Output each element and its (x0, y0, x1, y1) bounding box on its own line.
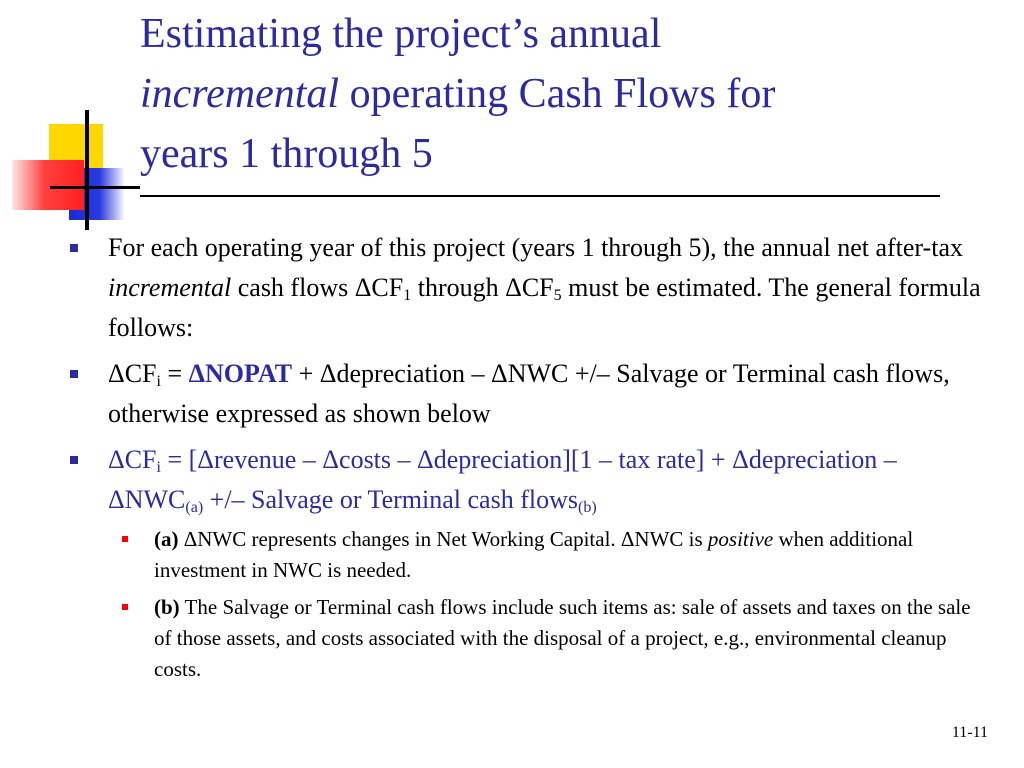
bullet-3-text-2: = [Δrevenue – Δcosts – Δdepreciation][1 – tax rate] + Δdepreciation – ΔNWC (108, 445, 897, 514)
bullet-1-sub-1: 1 (403, 287, 412, 304)
bullet-2-sub: i (156, 373, 161, 390)
bullet-3-text-3: +/– Salvage or Terminal cash flows (203, 485, 578, 514)
bullet-1-italic: incremental (108, 273, 232, 302)
bullet-1-sub-2: 5 (553, 287, 562, 304)
bullet-2-equals: = (160, 359, 189, 388)
bullet-1-text-2: cash flows ΔCF (231, 273, 404, 302)
bullet-1-text-4: must be estimated. The general formula follows: (108, 273, 981, 342)
square-bullet-icon (70, 456, 78, 464)
square-bullet-icon (70, 244, 78, 252)
red-square-bullet-icon (122, 604, 128, 610)
sub-bullet-a-italic: positive (707, 527, 774, 551)
slide-body (70, 228, 990, 691)
sub-bullet-a-label: (a) (154, 527, 179, 551)
title-line-3: years 1 through 5 (140, 131, 433, 177)
page-number: 11-11 (951, 724, 988, 741)
sub-bullet-b-text: The Salvage or Terminal cash flows include such items as: sale of assets and taxes on the sale of those assets, and costs associated with the disposal of a project, e.g., environmental cleanup costs. (154, 595, 971, 681)
logo-vertical-line (85, 110, 89, 230)
bullet-1-text-3: through ΔCF (411, 273, 554, 302)
bullet-2-text: ΔCF (108, 359, 157, 388)
title-divider (140, 195, 940, 197)
slide-title (140, 4, 1000, 184)
bullet-1-text: For each operating year of this project (years 1 through 5), the annual net after-tax (108, 233, 963, 262)
sub-bullet-a-text-2: when additional investment in NWC is needed. (154, 527, 914, 582)
logo-red-square (12, 160, 84, 210)
bullet-item-2 (70, 354, 990, 434)
bullet-item-3 (70, 440, 990, 520)
bullet-2-nopat: ΔNOPAT (188, 359, 293, 388)
slide-logo (0, 0, 140, 230)
title-line-1: Estimating the project’s annual (140, 11, 662, 57)
bullet-item-1 (70, 228, 990, 348)
bullet-3-text: ΔCF (108, 445, 157, 474)
sub-bullet-list (118, 524, 990, 685)
sub-bullet-item-b (118, 592, 990, 685)
sub-bullet-a-text: ΔNWC represents changes in Net Working Capital. ΔNWC is (178, 527, 708, 551)
square-bullet-icon (70, 370, 78, 378)
title-italic-word: incremental (140, 71, 340, 117)
title-line-2: operating Cash Flows for (339, 71, 776, 117)
bullet-2-text-2: + Δdepreciation – ΔNWC +/– Salvage or Terminal cash flows, otherwise expressed as shown below (108, 359, 950, 428)
bullet-3-sub-b: (b) (578, 499, 597, 516)
bullet-3-sub-a: (a) (185, 499, 204, 516)
red-square-bullet-icon (122, 536, 128, 542)
sub-bullet-b-label: (b) (154, 595, 180, 619)
bullet-3-sub: i (156, 459, 161, 476)
sub-bullet-item-a (118, 524, 990, 586)
logo-horizontal-line (50, 186, 140, 189)
